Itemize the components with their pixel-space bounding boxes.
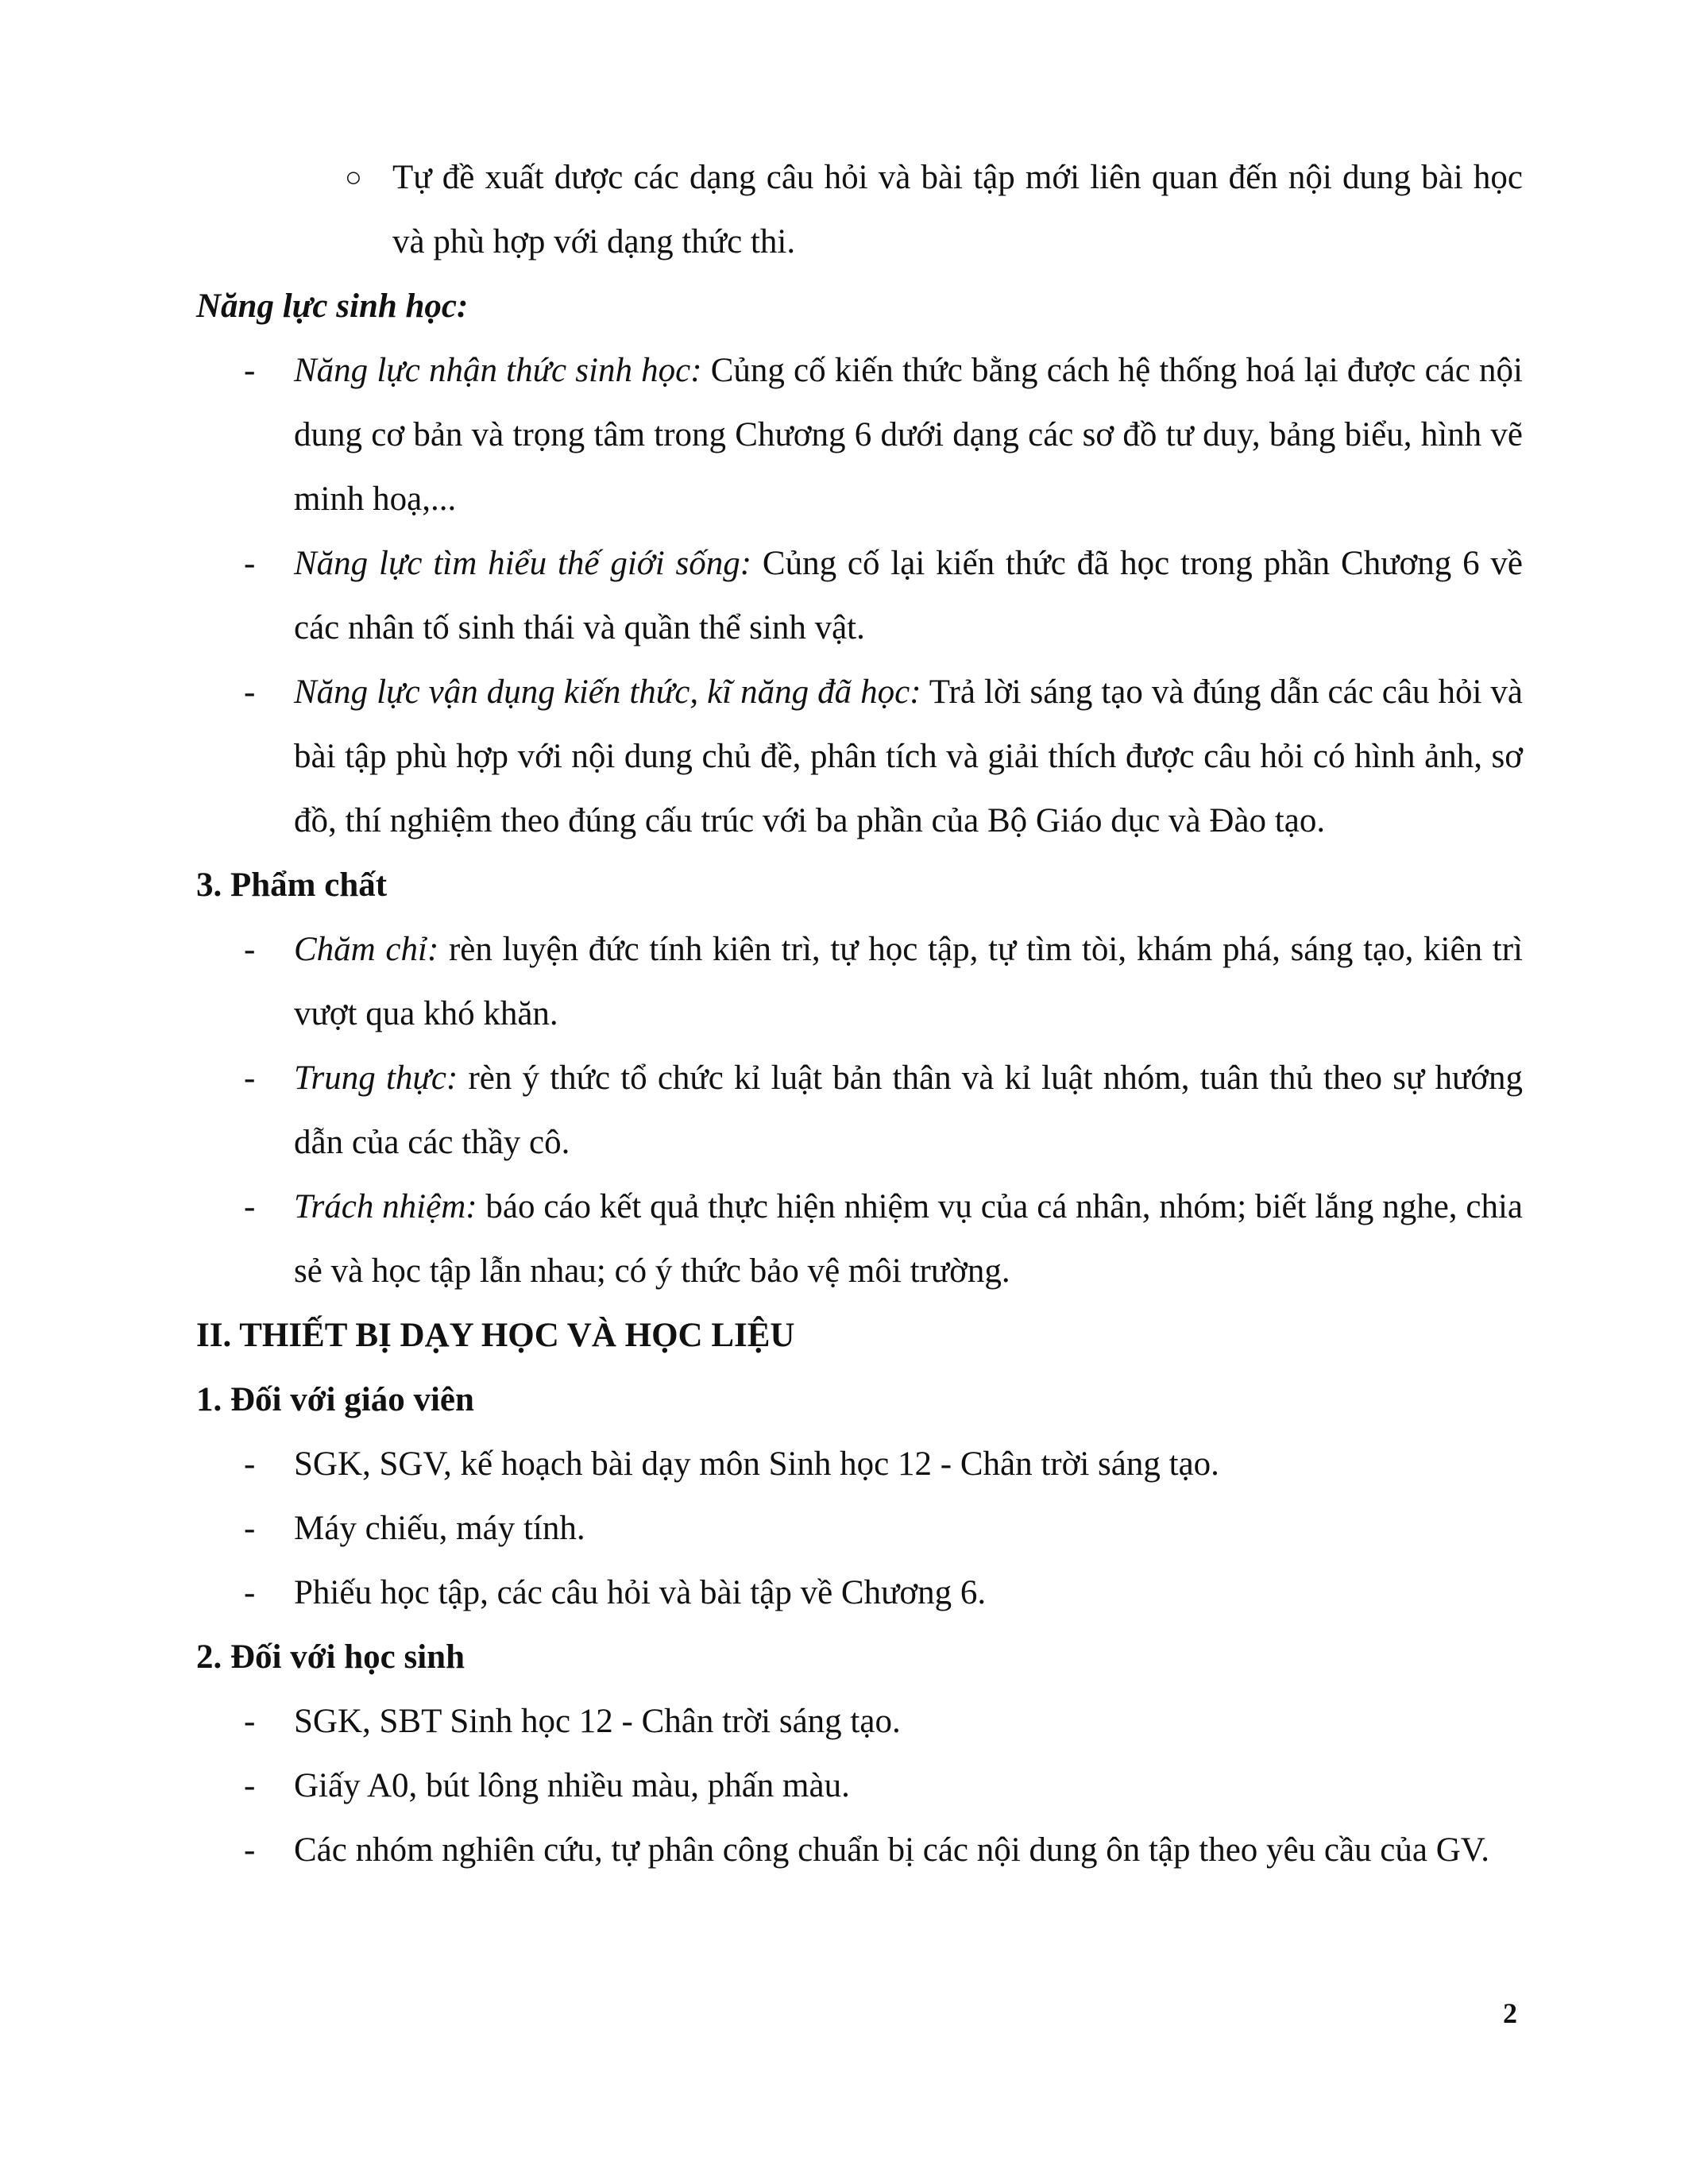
item-text: rèn luyện đức tính kiên trì, tự học tập, tự tìm tòi, khám phá, sáng tạo, kiên trì vượt qua khó khăn. [294, 931, 1523, 1032]
dash-bullet: - [244, 1574, 256, 1611]
item-term: Trung thực: [294, 1059, 458, 1097]
list-item [196, 1046, 1523, 1175]
page-content [196, 145, 1523, 1882]
dash-bullet: - [244, 931, 256, 968]
dash-bullet: - [244, 673, 256, 711]
dash-bullet: - [244, 1059, 256, 1097]
item-term: Năng lực nhận thức sinh học: [294, 352, 702, 389]
item-text: SGK, SGV, kế hoạch bài dạy môn Sinh học 12 - Chân trời sáng tạo. [294, 1445, 1219, 1483]
item-term: Năng lực vận dụng kiến thức, kĩ năng đã học: [294, 673, 921, 711]
dash-bullet: - [244, 1510, 256, 1547]
list-item [196, 1175, 1523, 1303]
page-number: 2 [1503, 1997, 1517, 2029]
item-text: Các nhóm nghiên cứu, tự phân công chuẩn bị các nội dung ôn tập theo yêu cầu của GV. [294, 1831, 1490, 1869]
list-item [196, 531, 1523, 660]
item-term: Năng lực tìm hiểu thế giới sống: [294, 545, 752, 582]
list-item [196, 1561, 1523, 1625]
heading-pham-chat: 3. Phẩm chất [196, 866, 388, 904]
item-text: rèn ý thức tổ chức kỉ luật bản thân và kỉ luật nhóm, tuân thủ theo sự hướng dẫn của các thầy cô. [294, 1059, 1523, 1161]
list-item [196, 1432, 1523, 1496]
circle-bullet-icon: ○ [345, 161, 362, 193]
item-text: Củng cố kiến thức bằng cách hệ thống hoá lại được các nội dung cơ bản và trọng tâm trong Chương 6 dưới dạng các sơ đồ tư duy, bảng biểu, hình vẽ minh hoạ,... [294, 352, 1523, 518]
list-item [196, 338, 1523, 531]
heading-thiet-bi: II. THIẾT BỊ DẠY HỌC VÀ HỌC LIỆU [196, 1317, 795, 1354]
intro-bullet-text: Tự đề xuất dược các dạng câu hỏi và bài tập mới liên quan đến nội dung bài học và phù hợp với dạng thức thi. [392, 159, 1523, 260]
item-text: Phiếu học tập, các câu hỏi và bài tập về Chương 6. [294, 1574, 987, 1611]
list-item [196, 1496, 1523, 1561]
heading-giao-vien: 1. Đối với giáo viên [196, 1381, 474, 1418]
list-item [196, 1754, 1523, 1818]
item-text: Máy chiếu, máy tính. [294, 1510, 585, 1547]
dash-bullet: - [244, 352, 256, 389]
item-term: Trách nhiệm: [294, 1188, 477, 1225]
dash-bullet: - [244, 545, 256, 582]
item-text: Giấy A0, bút lông nhiều màu, phấn màu. [294, 1767, 850, 1804]
intro-bullet-item [196, 145, 1523, 274]
dash-bullet: - [244, 1188, 256, 1225]
list-item [196, 917, 1523, 1046]
list-item [196, 1689, 1523, 1754]
dash-bullet: - [244, 1703, 256, 1740]
heading-hoc-sinh: 2. Đối với học sinh [196, 1638, 465, 1676]
dash-bullet: - [244, 1831, 256, 1869]
dash-bullet: - [244, 1767, 256, 1804]
item-text: Củng cố lại kiến thức đã học trong phần Chương 6 về các nhân tố sinh thái và quần thể sinh vật. [294, 545, 1523, 646]
list-item [196, 660, 1523, 853]
item-term: Chăm chỉ: [294, 931, 439, 968]
dash-bullet: - [244, 1445, 256, 1483]
item-text: Trả lời sáng tạo và đúng dẫn các câu hỏi và bài tập phù hợp với nội dung chủ đề, phân tích và giải thích được câu hỏi có hình ảnh, sơ đồ, thí nghiệm theo đúng cấu trúc với ba phần của Bộ Giáo dục và Đào tạo. [294, 673, 1524, 839]
list-item [196, 1818, 1523, 1882]
heading-nang-luc-sinh-hoc: Năng lực sinh học: [196, 287, 469, 325]
item-text: báo cáo kết quả thực hiện nhiệm vụ của cá nhân, nhóm; biết lắng nghe, chia sẻ và học tập lẫn nhau; có ý thức bảo vệ môi trường. [294, 1188, 1523, 1290]
item-text: SGK, SBT Sinh học 12 - Chân trời sáng tạo. [294, 1703, 901, 1740]
